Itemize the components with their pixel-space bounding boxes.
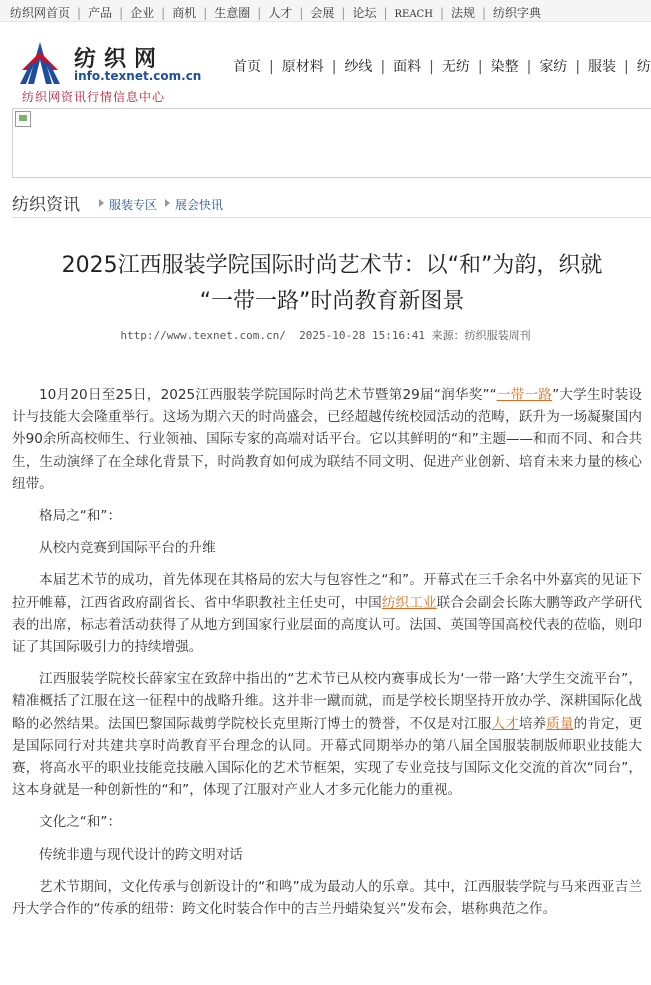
nav-separator: |	[331, 59, 337, 75]
top-link-circle[interactable]: 生意圈	[214, 6, 251, 20]
nav-home-textile[interactable]: 家纺	[539, 59, 568, 75]
article-title	[12, 248, 651, 320]
paragraph: 从校内竞赛到国际平台的升维	[39, 540, 216, 557]
nav-home[interactable]: 首页	[233, 59, 261, 75]
text: 本届艺术节的成功，首先体现在其格局的宏大与包容性之“和”。开幕式在三千余名中外嘉宾的见证下拉开帷幕，江西省政府副省长、省中华职教社主任史可，中国	[12, 572, 642, 611]
nav-separator: |	[526, 59, 532, 75]
nav-yarn[interactable]: 纱线	[344, 59, 373, 75]
broken-image-icon	[15, 111, 31, 127]
paragraph: 传统非遗与现代设计的跨文明对话	[39, 846, 243, 863]
publish-datetime: 2025-10-28 15:16:41	[299, 329, 426, 342]
article-title-line2: “一带一路”时尚教育新图景	[199, 289, 465, 314]
keyword-link[interactable]: 质量	[546, 715, 574, 732]
separator: |	[299, 6, 304, 20]
text: 联合会副会长陈大鹏等政产学研代表的出席，标志着活动获得了从地方到国家行业层面的高度认可。法国、英国等国高校代表的莅临，则印证了其国际吸引力的持续增强。	[12, 594, 643, 656]
text: 10月20日至25日，2025江西服装学院国际时尚艺术节暨第29届“润华奖”“	[39, 387, 497, 403]
nav-dyeing[interactable]: 染整	[490, 59, 519, 75]
paragraph: 格局之“和”：	[39, 508, 122, 525]
main-nav	[233, 56, 651, 76]
text: ”大学生时装设计与技能大会隆重举行。这场为期六天的时尚盛会，已经超越传统校园活动的范畴，跃升为一场凝聚国内外90余所高校师生、行业领袖、国际专家的高端对话平台。它以其鲜明的“和”主题——和而不同、和合共生，生动演绎了在全球化背景下，时尚教育如何成为联结不同文明、促进产业创新、培育未来力量的核心纽带。	[12, 387, 643, 492]
text: 培养	[518, 715, 547, 732]
top-link-products[interactable]: 产品	[88, 6, 113, 20]
keyword-link[interactable]: 纺织工业	[381, 594, 437, 611]
logo-tagline: 纺织网资讯行情信息中心	[22, 90, 166, 104]
top-link-regulations[interactable]: 法规	[450, 6, 475, 20]
top-link-business[interactable]: 商机	[172, 6, 197, 20]
nav-separator: |	[380, 59, 386, 75]
logo-url: info.texnet.com.cn	[74, 69, 202, 83]
nav-separator: |	[429, 59, 434, 75]
logo-title: 纺织网	[74, 46, 165, 72]
separator: |	[383, 6, 388, 20]
nav-separator: |	[624, 59, 629, 75]
source-url-link[interactable]: http://www.texnet.com.cn/	[120, 329, 286, 342]
separator: |	[482, 6, 487, 20]
nav-separator: |	[269, 59, 274, 75]
site-header	[0, 22, 651, 106]
separator: |	[203, 6, 208, 20]
nav-raw-materials[interactable]: 原材料	[281, 59, 324, 75]
separator: |	[341, 6, 346, 20]
top-link-forum[interactable]: 论坛	[352, 6, 377, 20]
nav-apparel[interactable]: 服装	[588, 59, 617, 75]
top-link-home[interactable]: 纺织网首页	[10, 6, 71, 20]
top-link-talent[interactable]: 人才	[268, 6, 293, 20]
breadcrumb	[12, 184, 651, 218]
top-link-companies[interactable]: 企业	[130, 6, 155, 20]
paragraph: 艺术节期间，文化传承与创新设计的“和鸣”成为最动人的乐章。其中，江西服装学院与马来西亚吉兰丹大学合作的“传承的纽带：跨文化时装合作中的吉兰丹蜡染复兴”发布会，堪称典范之作。	[12, 878, 642, 918]
text: 的肯定，更是国际同行对共建共享时尚教育平台理念的认同。开幕式同期举办的第八届全国服装制版师职业技能大赛，将高水平的职业技能竞技融入国际化的艺术节框架，实现了专业竞技与国际文化交流的首次“同台”，这本身就是一种创新性的“和”，体现了江服对产业人才多元化能力的重视。	[12, 715, 643, 799]
article-meta	[0, 327, 651, 343]
text: 江西服装学院校长薛家宝在致辞中指出的“艺术节已从校内赛事成长为‘一带一路’大学生交流平台”，精准概括了江服在这一征程中的战略升维。这并非一蹴而就，而是学校长期坚持开放办学、深耕国际化战略的必然结果。法国巴黎国际裁剪学院校长克里斯汀博士的赞誉，不仅是对江服	[12, 671, 642, 732]
keyword-link[interactable]: 人才	[491, 715, 519, 732]
paragraph	[12, 384, 642, 495]
article-body	[12, 384, 642, 930]
nav-fabric[interactable]: 面料	[393, 59, 422, 75]
paragraph	[12, 668, 642, 801]
nav-separator: |	[477, 59, 483, 75]
separator: |	[77, 6, 82, 20]
breadcrumb-link-apparel[interactable]: 服装专区	[109, 198, 158, 212]
separator: |	[119, 6, 124, 20]
top-link-reach[interactable]: REACH	[394, 9, 433, 20]
separator: |	[439, 6, 444, 20]
separator: |	[257, 6, 262, 20]
top-link-dictionary[interactable]: 纺织字典	[493, 6, 542, 20]
article-title-line1: 2025江西服装学院国际时尚艺术节：以“和”为韵，织就	[61, 253, 603, 278]
section-title[interactable]: 纺织资讯	[12, 195, 80, 215]
nav-more[interactable]: 纺	[636, 59, 651, 75]
texnet-logo-icon[interactable]	[20, 40, 60, 86]
chevron-right-icon	[99, 199, 104, 207]
separator: |	[161, 6, 166, 20]
keyword-link[interactable]: 一带一路	[496, 387, 553, 403]
ad-banner[interactable]	[12, 108, 651, 178]
nav-separator: |	[575, 59, 581, 75]
top-link-exhibitions[interactable]: 会展	[310, 6, 335, 20]
top-link-bar	[0, 0, 651, 22]
nav-nonwoven[interactable]: 无纺	[441, 59, 470, 75]
breadcrumb-link-exhibitions[interactable]: 展会快讯	[175, 198, 224, 212]
top-links	[10, 4, 541, 21]
article-source: 来源：纺织服装周刊	[431, 329, 531, 342]
chevron-right-icon	[165, 199, 170, 207]
paragraph: 文化之“和”：	[39, 814, 122, 831]
paragraph	[12, 569, 642, 658]
